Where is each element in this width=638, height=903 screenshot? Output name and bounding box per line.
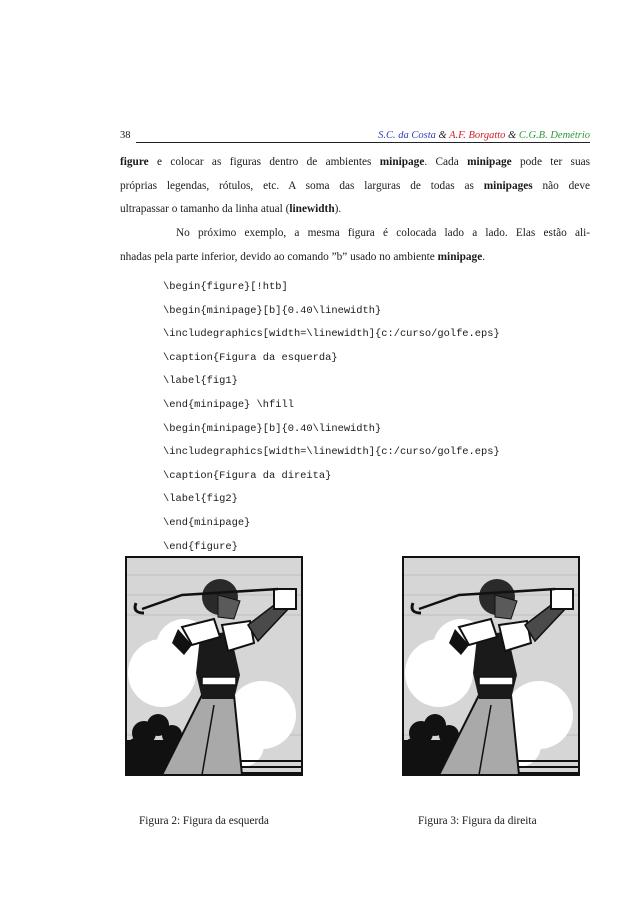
code-line: \end{figure} [163, 540, 238, 553]
code-line: \end{minipage} \hfill [163, 398, 294, 411]
code-line: \begin{minipage}[b]{0.40\linewidth} [163, 304, 382, 317]
figure-left-golfer-image [122, 555, 306, 777]
figure-right-golfer-image [399, 555, 583, 777]
text-run: ). [334, 203, 342, 216]
page-number: 38 [120, 130, 131, 141]
code-line: \begin{figure}[!htb] [163, 281, 288, 293]
bold-term: minipage [467, 156, 512, 168]
figure-caption-right: Figura 3: Figura da direita [418, 815, 537, 827]
bold-term: minipage [437, 250, 483, 263]
code-line: \begin{minipage}[b]{0.40\linewidth} [163, 422, 382, 435]
paragraph-1 [120, 151, 590, 222]
bold-term: minipages [483, 179, 533, 192]
code-line: \includegraphics[width=\linewidth]{c:/curso/golfe.eps} [163, 328, 500, 341]
paragraph-line [120, 198, 590, 222]
paragraph-line [120, 246, 590, 270]
paragraph-line [120, 151, 590, 175]
running-header [120, 130, 590, 146]
code-line: \label{fig2} [163, 493, 238, 506]
text-run: não deve [532, 179, 590, 192]
code-line: \includegraphics[width=\linewidth]{c:/curso/golfe.eps} [163, 446, 500, 459]
text-run: ultrapassar o tamanho da linha atual ( [120, 203, 290, 216]
paragraph-line: No próximo exemplo, a mesma figura é colocada lado a lado. Elas estão ali- [176, 227, 590, 239]
text-run: nhadas pela parte inferior, devido ao comando ”b” usado no ambiente [120, 250, 438, 263]
code-listing [163, 276, 500, 559]
author-separator: & [505, 130, 519, 141]
author-separator: & [435, 130, 450, 141]
code-line: \end{minipage} [163, 516, 251, 529]
bold-term: linewidth [289, 203, 335, 216]
bold-term: minipage [379, 156, 425, 168]
header-rule [136, 142, 590, 143]
code-line: \label{fig1} [163, 375, 238, 388]
bold-term: figure [120, 156, 149, 168]
paragraph-line [120, 175, 590, 199]
figure-caption-left: Figura 2: Figura da esquerda [139, 815, 269, 827]
text-run: pode ter suas [511, 156, 591, 168]
golfer-illustration [122, 555, 306, 777]
text-run: . Cada [424, 156, 468, 168]
code-line: \caption{Figura da direita} [163, 469, 332, 482]
header-authors [375, 130, 590, 141]
author-1: S.C. da Costa [378, 130, 436, 141]
author-3: C.G.B. Demétrio [518, 130, 590, 141]
text-run: próprias legendas, rótulos, etc. A soma das larguras de todas as [120, 179, 484, 192]
text-run: . [482, 250, 486, 263]
paragraph-2 [120, 222, 590, 269]
author-2: A.F. Borgatto [449, 130, 506, 141]
text-run: e colocar as figuras dentro de ambientes [148, 156, 380, 168]
code-line: \caption{Figura da esquerda} [163, 351, 338, 364]
golfer-illustration [399, 555, 583, 777]
